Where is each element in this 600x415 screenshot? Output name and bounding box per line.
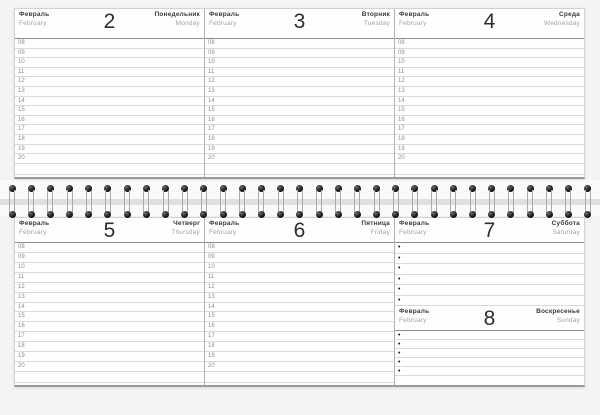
time-label: 17 <box>398 126 405 133</box>
time-row <box>205 135 394 145</box>
spiral-ring <box>66 184 74 218</box>
time-row <box>395 154 584 164</box>
bullet-marker: • <box>398 368 401 375</box>
time-row <box>205 39 394 49</box>
time-row <box>15 145 204 155</box>
time-label: 19 <box>208 353 215 360</box>
month-name-ru: Февраль <box>399 220 430 227</box>
time-label: 15 <box>398 107 405 114</box>
time-row <box>15 125 204 135</box>
month-name-en: February <box>399 229 427 236</box>
weekday-name-ru: Понедельник <box>154 11 200 18</box>
time-row <box>15 39 204 49</box>
time-row <box>205 342 394 352</box>
time-label: 10 <box>208 59 215 66</box>
time-row <box>395 135 584 145</box>
time-label: 10 <box>18 59 25 66</box>
time-rows <box>15 243 204 372</box>
time-row <box>205 125 394 135</box>
time-row <box>15 135 204 145</box>
time-label: 17 <box>18 126 25 133</box>
time-row <box>15 362 204 372</box>
time-row <box>15 342 204 352</box>
time-label: 16 <box>18 116 25 123</box>
time-label: 15 <box>208 313 215 320</box>
note-row <box>395 358 584 367</box>
time-row <box>15 283 204 293</box>
time-row <box>205 106 394 116</box>
spiral-ring <box>469 184 477 218</box>
bullet-marker: • <box>398 275 401 283</box>
spiral-ring <box>200 184 208 218</box>
date-number: 7 <box>483 219 496 242</box>
spiral-ring <box>277 184 285 218</box>
time-row <box>15 68 204 78</box>
time-row <box>15 263 204 273</box>
spiral-ring <box>85 184 93 218</box>
time-row <box>15 303 204 313</box>
bullet-marker: • <box>398 254 401 262</box>
date-number: 5 <box>103 219 116 242</box>
time-row <box>205 87 394 97</box>
date-number: 2 <box>103 10 116 33</box>
time-label: 12 <box>208 283 215 290</box>
weekday-block <box>552 221 580 237</box>
note-row <box>395 285 584 296</box>
bullet-marker: • <box>398 350 401 357</box>
note-row <box>395 340 584 349</box>
time-row <box>15 332 204 342</box>
time-label: 11 <box>18 68 25 75</box>
blank-row <box>15 372 204 383</box>
time-label: 10 <box>18 263 25 270</box>
top-page <box>14 8 585 179</box>
spiral-binding <box>8 184 592 218</box>
time-row <box>15 312 204 322</box>
time-row <box>15 154 204 164</box>
day-panel-monday <box>15 9 205 177</box>
time-row <box>205 116 394 126</box>
time-label: 18 <box>398 136 405 143</box>
blank-row <box>205 164 394 175</box>
time-label: 09 <box>398 49 405 56</box>
weekday-name-en: Saturday <box>552 229 580 236</box>
time-row <box>205 253 394 263</box>
time-row <box>395 125 584 135</box>
time-label: 09 <box>208 49 215 56</box>
time-grid <box>205 243 394 385</box>
time-row <box>395 68 584 78</box>
time-label: 08 <box>208 40 215 46</box>
time-label: 18 <box>18 343 25 350</box>
weekday-name-en: Wednesday <box>543 20 580 27</box>
time-row <box>395 58 584 68</box>
spiral-ring <box>162 184 170 218</box>
time-label: 13 <box>398 88 405 95</box>
time-row <box>205 273 394 283</box>
bullet-marker: • <box>398 341 401 348</box>
time-row <box>205 68 394 78</box>
day-panel-friday <box>205 218 395 385</box>
day-header-friday <box>205 218 394 243</box>
month-name-ru: Февраль <box>399 308 430 315</box>
time-label: 13 <box>208 88 215 95</box>
time-label: 12 <box>398 78 405 85</box>
time-row <box>395 116 584 126</box>
time-row <box>205 283 394 293</box>
month-name-en: February <box>19 20 47 27</box>
time-label: 15 <box>18 313 25 320</box>
time-label: 19 <box>398 145 405 152</box>
date-number: 8 <box>483 307 496 330</box>
day-header-sunday <box>395 306 584 331</box>
time-grid <box>15 243 204 385</box>
time-row <box>205 263 394 273</box>
time-label: 18 <box>18 136 25 143</box>
bottom-page <box>14 217 585 387</box>
time-label: 17 <box>18 333 25 340</box>
time-grid <box>395 39 584 177</box>
time-label: 20 <box>18 363 25 370</box>
weekday-name-ru: Воскресенье <box>536 308 580 315</box>
spiral-ring <box>142 184 150 218</box>
time-row <box>205 58 394 68</box>
time-row <box>205 243 394 253</box>
time-label: 14 <box>398 97 405 104</box>
month-name-en: February <box>19 229 47 236</box>
time-label: 10 <box>398 59 405 66</box>
time-row <box>205 49 394 59</box>
spiral-ring <box>411 184 419 218</box>
weekday-name-ru: Суббота <box>551 220 580 227</box>
time-row <box>15 116 204 126</box>
time-row <box>15 293 204 303</box>
day-header-tuesday <box>205 9 394 39</box>
spiral-ring <box>353 184 361 218</box>
weekday-name-en: Thursday <box>171 229 200 236</box>
time-label: 15 <box>208 107 215 114</box>
time-row <box>395 145 584 155</box>
time-label: 11 <box>398 68 405 75</box>
time-label: 13 <box>18 88 25 95</box>
spiral-ring <box>219 184 227 218</box>
weekday-block <box>362 12 390 28</box>
weekday-block <box>544 12 580 28</box>
spiral-ring <box>430 184 438 218</box>
month-name-en: February <box>209 229 237 236</box>
time-grid <box>15 39 204 177</box>
time-label: 14 <box>208 303 215 310</box>
month-name-ru: Февраль <box>209 220 240 227</box>
time-row <box>205 352 394 362</box>
time-label: 14 <box>18 303 25 310</box>
note-row <box>395 254 584 265</box>
sunday-section <box>395 306 584 385</box>
time-row <box>205 303 394 313</box>
month-name-en: February <box>209 20 237 27</box>
time-label: 20 <box>398 155 405 162</box>
time-label: 18 <box>208 343 215 350</box>
month-name-en: February <box>399 20 427 27</box>
bullet-marker: • <box>398 332 401 339</box>
time-rows <box>15 39 204 164</box>
time-label: 13 <box>208 293 215 300</box>
time-label: 20 <box>18 155 25 162</box>
note-row <box>395 275 584 286</box>
time-label: 16 <box>208 323 215 330</box>
spiral-ring <box>257 184 265 218</box>
spiral-ring <box>315 184 323 218</box>
time-label: 09 <box>18 49 25 56</box>
spiral-ring <box>296 184 304 218</box>
time-row <box>15 352 204 362</box>
blank-row <box>395 376 584 383</box>
weekday-name-ru: Среда <box>558 11 580 18</box>
time-label: 11 <box>18 273 25 280</box>
day-header-saturday <box>395 218 584 243</box>
note-row <box>395 349 584 358</box>
time-label: 12 <box>18 283 25 290</box>
month-name-ru: Февраль <box>19 220 50 227</box>
spiral-ring <box>334 184 342 218</box>
time-label: 20 <box>208 155 215 162</box>
note-row <box>395 331 584 340</box>
time-label: 17 <box>208 333 215 340</box>
time-label: 16 <box>208 116 215 123</box>
weekday-name-ru: Четверг <box>173 220 200 227</box>
day-header-wednesday <box>395 9 584 39</box>
note-row <box>395 367 584 376</box>
month-name-ru: Февраль <box>19 11 50 18</box>
time-row <box>15 253 204 263</box>
time-label: 14 <box>208 97 215 104</box>
day-panel-weekend <box>395 218 584 385</box>
time-row <box>15 322 204 332</box>
time-row <box>205 332 394 342</box>
time-label: 11 <box>208 68 215 75</box>
time-row <box>15 106 204 116</box>
spiral-ring <box>507 184 515 218</box>
time-label: 12 <box>18 78 25 85</box>
bullet-marker: • <box>398 244 401 251</box>
spiral-ring <box>373 184 381 218</box>
time-label: 12 <box>208 78 215 85</box>
weekday-name-en: Monday <box>175 20 200 27</box>
time-row <box>395 106 584 116</box>
time-label: 09 <box>208 253 215 260</box>
time-row <box>205 77 394 87</box>
time-label: 19 <box>208 145 215 152</box>
day-panel-thursday <box>15 218 205 385</box>
time-label: 08 <box>208 244 215 250</box>
time-row <box>15 49 204 59</box>
day-header-thursday <box>15 218 204 243</box>
weekday-block <box>171 221 200 237</box>
time-label: 18 <box>208 136 215 143</box>
time-label: 15 <box>18 107 25 114</box>
time-row <box>15 97 204 107</box>
note-row <box>395 264 584 275</box>
time-grid <box>205 39 394 177</box>
spiral-ring <box>104 184 112 218</box>
bullet-marker: • <box>398 359 401 366</box>
date-number: 4 <box>483 10 496 33</box>
weekday-name-ru: Вторник <box>361 11 390 18</box>
spiral-ring <box>488 184 496 218</box>
time-rows <box>395 39 584 164</box>
time-row <box>15 58 204 68</box>
time-label: 13 <box>18 293 25 300</box>
time-row <box>395 97 584 107</box>
spiral-ring <box>238 184 246 218</box>
time-row <box>15 273 204 283</box>
weekday-name-ru: Пятница <box>361 220 390 227</box>
time-row <box>395 39 584 49</box>
month-name-en: February <box>399 317 427 324</box>
time-label: 11 <box>208 273 215 280</box>
spiral-ring <box>584 184 592 218</box>
spiral-ring <box>564 184 572 218</box>
weekday-block <box>361 221 390 237</box>
spiral-ring <box>123 184 131 218</box>
bullet-marker: • <box>398 296 401 304</box>
time-label: 08 <box>398 40 405 46</box>
time-row <box>205 97 394 107</box>
bullet-marker: • <box>398 286 401 293</box>
time-row <box>205 145 394 155</box>
time-label: 09 <box>18 253 25 260</box>
spiral-ring <box>8 184 16 218</box>
time-row <box>15 87 204 97</box>
weekday-name-en: Tuesday <box>363 20 390 27</box>
time-label: 10 <box>208 263 215 270</box>
time-rows <box>205 243 394 372</box>
time-row <box>205 154 394 164</box>
spiral-ring <box>46 184 54 218</box>
saturday-section <box>395 218 584 306</box>
time-label: 20 <box>208 363 215 370</box>
note-row <box>395 296 584 307</box>
time-label: 16 <box>18 323 25 330</box>
weekday-name-en: Sunday <box>556 317 580 324</box>
spiral-ring <box>526 184 534 218</box>
weekday-block <box>155 12 200 28</box>
day-panel-wednesday <box>395 9 584 177</box>
time-row <box>15 77 204 87</box>
time-rows <box>205 39 394 164</box>
time-row <box>395 87 584 97</box>
day-header-monday <box>15 9 204 39</box>
day-panel-tuesday <box>205 9 395 177</box>
spiral-ring <box>27 184 35 218</box>
note-rows <box>395 331 584 376</box>
spiral-ring <box>392 184 400 218</box>
time-row <box>205 362 394 372</box>
time-label: 17 <box>208 126 215 133</box>
time-label: 16 <box>398 116 405 123</box>
time-label: 08 <box>18 40 25 46</box>
time-label: 08 <box>18 244 25 250</box>
date-number: 6 <box>293 219 306 242</box>
note-row <box>395 243 584 254</box>
time-row <box>205 293 394 303</box>
date-number: 3 <box>293 10 306 33</box>
time-row <box>395 77 584 87</box>
blank-row <box>205 372 394 383</box>
spiral-ring <box>181 184 189 218</box>
time-row <box>15 243 204 253</box>
note-rows <box>395 243 584 306</box>
time-label: 19 <box>18 145 25 152</box>
time-label: 14 <box>18 97 25 104</box>
month-name-ru: Февраль <box>399 11 430 18</box>
blank-row <box>15 164 204 175</box>
time-row <box>205 322 394 332</box>
weekday-block <box>536 309 580 325</box>
blank-row <box>395 164 584 175</box>
spiral-ring <box>449 184 457 218</box>
time-row <box>395 49 584 59</box>
month-name-ru: Февраль <box>209 11 240 18</box>
time-label: 19 <box>18 353 25 360</box>
spiral-ring <box>545 184 553 218</box>
weekday-name-en: Friday <box>370 229 390 236</box>
time-row <box>205 312 394 322</box>
bullet-marker: • <box>398 265 401 272</box>
